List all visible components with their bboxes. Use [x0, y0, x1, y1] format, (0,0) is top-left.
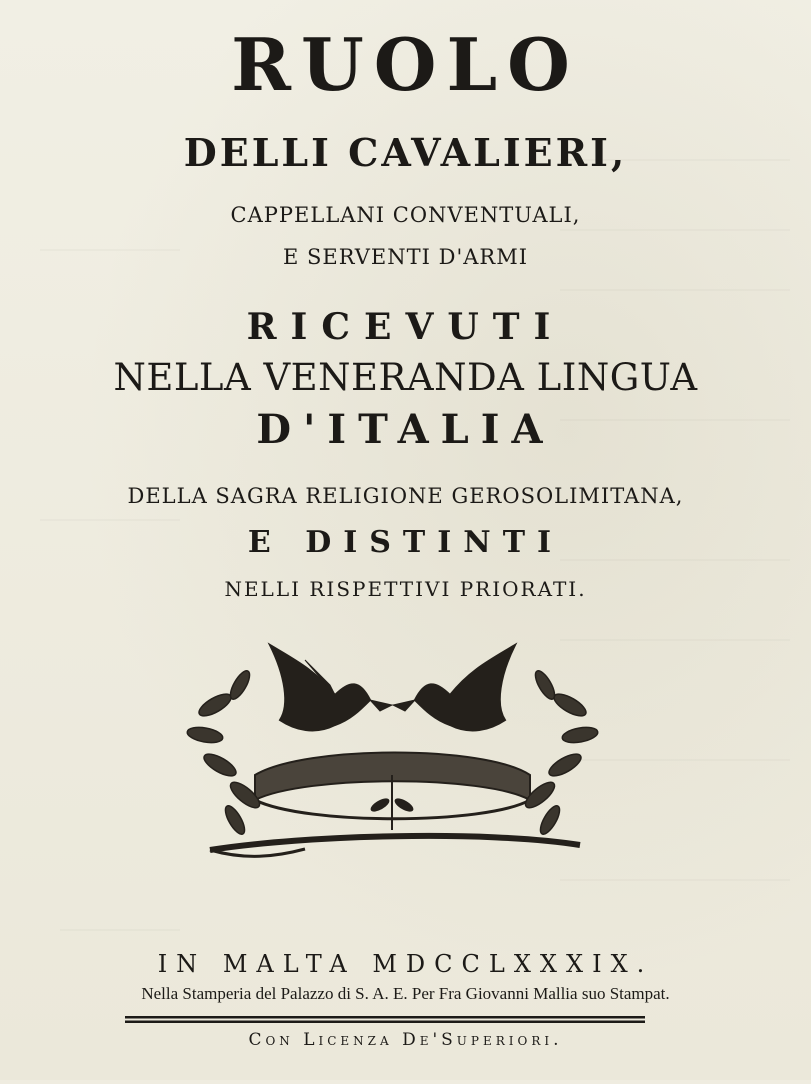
imprint-place-date: IN MALTA MDCCLXXXIX. [157, 950, 654, 978]
subtitle-priorati: NELLI RISPETTIVI PRIORATI. [224, 577, 587, 601]
decorative-rule [125, 1016, 645, 1023]
subtitle-italia: D'ITALIA [256, 406, 555, 453]
subtitle-ricevuti: RICEVUTI [246, 306, 565, 348]
subtitle-cavalieri: DELLI CAVALIERI, [183, 130, 628, 175]
book-title: RUOLO [231, 22, 580, 107]
two-birds-wreath-vignette-icon [185, 625, 600, 875]
subtitle-veneranda-lingua: NELLA VENERANDA LINGUA [113, 356, 698, 399]
subtitle-religione: DELLA SAGRA RELIGIONE GEROSOLIMITANA, [127, 484, 684, 508]
subtitle-serventi: E SERVENTI D'ARMI [282, 245, 529, 269]
printer-line: Nella Stamperia del Palazzo di S. A. E. Per Fra Giovanni Mallia suo Stampat. [141, 984, 670, 1003]
license-line: Con Licenza De'Superiori. [248, 1030, 563, 1050]
subtitle-cappellani: CAPPELLANI CONVENTUALI, [230, 203, 581, 227]
subtitle-distinti: E DISTINTI [247, 525, 564, 560]
